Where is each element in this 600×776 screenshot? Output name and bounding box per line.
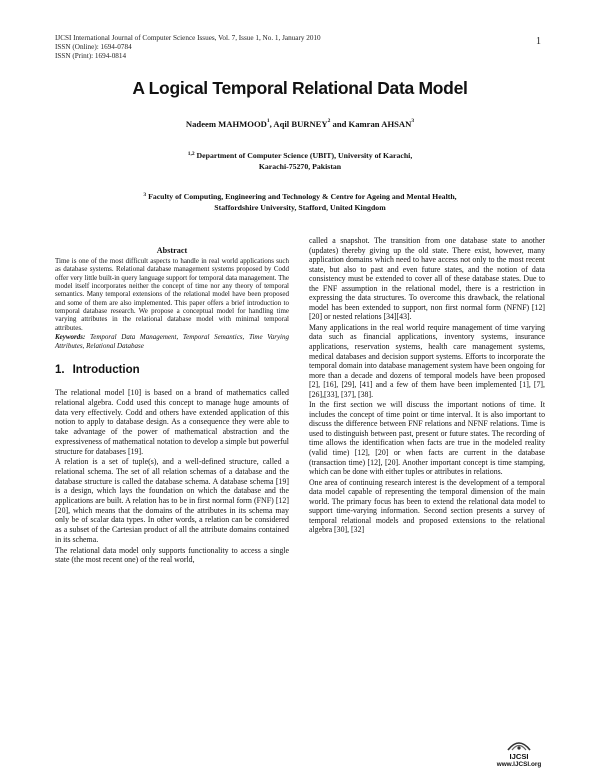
journal-citation: IJCSI International Journal of Computer Science Issues, Vol. 7, Issue 1, No. 1, January 2010 <box>55 34 321 42</box>
affiliation-sup: 1,2 <box>187 151 195 157</box>
abstract-heading: Abstract <box>156 246 188 255</box>
paper-title: A Logical Temporal Relational Data Model <box>132 78 468 98</box>
author-name: Kamran AHSAN <box>348 119 412 129</box>
paragraph: The relational model [10] is based on a brand of mathematics called relational algebra. Codd used this concept to manage huge amounts of data very effectively. Codd and others have extended application of this notion to apply to database design. As a consequence they were able to take advantage of the power of mathematical abstraction and the expressiveness of mathematical notation to develop a simple but powerful structure for databases [19]. <box>55 388 289 456</box>
affiliation-line: Department of Computer Science (UBIT), University of Karachi, <box>196 151 413 160</box>
journal-url: www.IJCSI.org <box>496 761 542 768</box>
paragraph: One area of continuing research interest is the development of a temporal data model capable of representing the temporal dimension of the main world. The primary focus has been to extend the relational data model to support time-varying information. Second section presents a survey of temporal relational models and proposed extensions to the relational algebra [30], [32] <box>309 477 545 535</box>
ijcsi-logo-icon <box>506 738 532 752</box>
paragraph: Many applications in the real world require management of time varying data such as financial applications, inventory systems, insurance applications, reservation systems, health care management systems, medical databases and decision support systems. Efforts to incorporate the temporal domain into database management system have been ongoing for more than a decade and dozens of temporal models have been proposed [2], [16], [29], [41] and a few of them have been implemented [1], [7], [26],[33], [37], [38]. <box>309 322 545 399</box>
journal-header <box>55 34 321 62</box>
author-sep: and <box>330 119 349 129</box>
keywords-label: Keywords: <box>55 333 86 342</box>
right-column <box>309 236 545 536</box>
page-number: 1 <box>536 36 541 47</box>
author-name: Aqil BURNEY <box>273 119 328 129</box>
ijcsi-logo <box>484 738 554 768</box>
affiliation-line: Faculty of Computing, Engineering and Technology & Centre for Ageing and Mental Health, <box>148 192 457 201</box>
author-sup: 2 <box>327 118 331 124</box>
issn-online: ISSN (Online): 1694-0784 <box>55 43 132 52</box>
affiliation-line: Karachi-75270, Pakistan <box>258 162 342 171</box>
paragraph: A relation is a set of tuple(s), and a well-defined structure, called a relational schema. The set of all relation schemas of a database and the database structure is called the database schema. A database schema [19] is a design, which lays the foundation on which the database and the applications are built. A relation has to be in first normal form (FNF) [12][20], which means that the domains of the attributes in its schema may only be of scalar data types. In other words, a relation can be considered as a subset of the Cartesian product of all the attribute domains contained in its schema. <box>55 457 289 544</box>
keywords-text: Temporal Data Management, Temporal Semantics, Time Varying Attributes, Relational Database <box>55 333 290 350</box>
author-list <box>0 119 600 129</box>
section-title: Introduction <box>72 364 140 377</box>
logo-text: IJCSI <box>509 752 529 761</box>
abstract-body: Time is one of the most difficult aspects to handle in real world applications such as database systems. Relational database management systems proposed by Codd offer very little built-in query language support for temporal data management. The model itself incorporates neither the concept of time nor any theory of temporal semantics. Many temporal extensions of the relational model have been proposed and some of them are also implemented. This paper offers a brief introduction to temporal database research. We propose a conceptual model for handling time varying attributes in the relational database model with minimal temporal attributes. <box>55 257 289 332</box>
left-column <box>55 246 289 566</box>
paragraph: called a snapshot. The transition from one database state to another (updates) thereby giving up the old state. There exist, however, many application domains which need to have access not only to the most recent state, but also to past and even future states, and the notion of data consistency must be extended to cover all of these database states. Due to the FNF assumption in the relational model, there is a restriction in expressing the data structures. To overcome this drawback, the relational model has been extended to support, non first normal form (NFNF) [12][20] or nested relations [34][43]. <box>309 236 545 322</box>
section-heading <box>55 364 289 376</box>
affiliation-1 <box>0 150 600 172</box>
paragraph: The relational data model only supports functionality to access a single state (the most recent one) of the real world, <box>55 545 289 565</box>
affiliation-sup: 3 <box>143 192 147 198</box>
section-number: 1. <box>55 364 65 377</box>
author-name: Nadeem MAHMOOD <box>185 119 267 129</box>
affiliation-line: Staffordshire University, Stafford, United Kingdom <box>214 203 386 212</box>
author-sup: 1 <box>266 118 270 124</box>
issn-print: ISSN (Print): 1694-0814 <box>55 52 127 61</box>
affiliation-2 <box>0 191 600 213</box>
author-sep: , <box>269 119 274 129</box>
paragraph: In the first section we will discuss the important notions of time. It includes the concept of time point or time interval. It is also important to discuss the difference between FNF relations and NFNF relations. Time is used to distinguish between past, present or future states. The recording of time allows the identification when facts are true in the modeled reality (valid time) [12], [20] or when facts are current in the database (transaction time) [12], [20]. Another important concept is time stamping, which can be done with either tuples or attributes in relations. <box>309 400 545 477</box>
author-sup: 3 <box>411 118 415 124</box>
keywords <box>55 333 289 350</box>
